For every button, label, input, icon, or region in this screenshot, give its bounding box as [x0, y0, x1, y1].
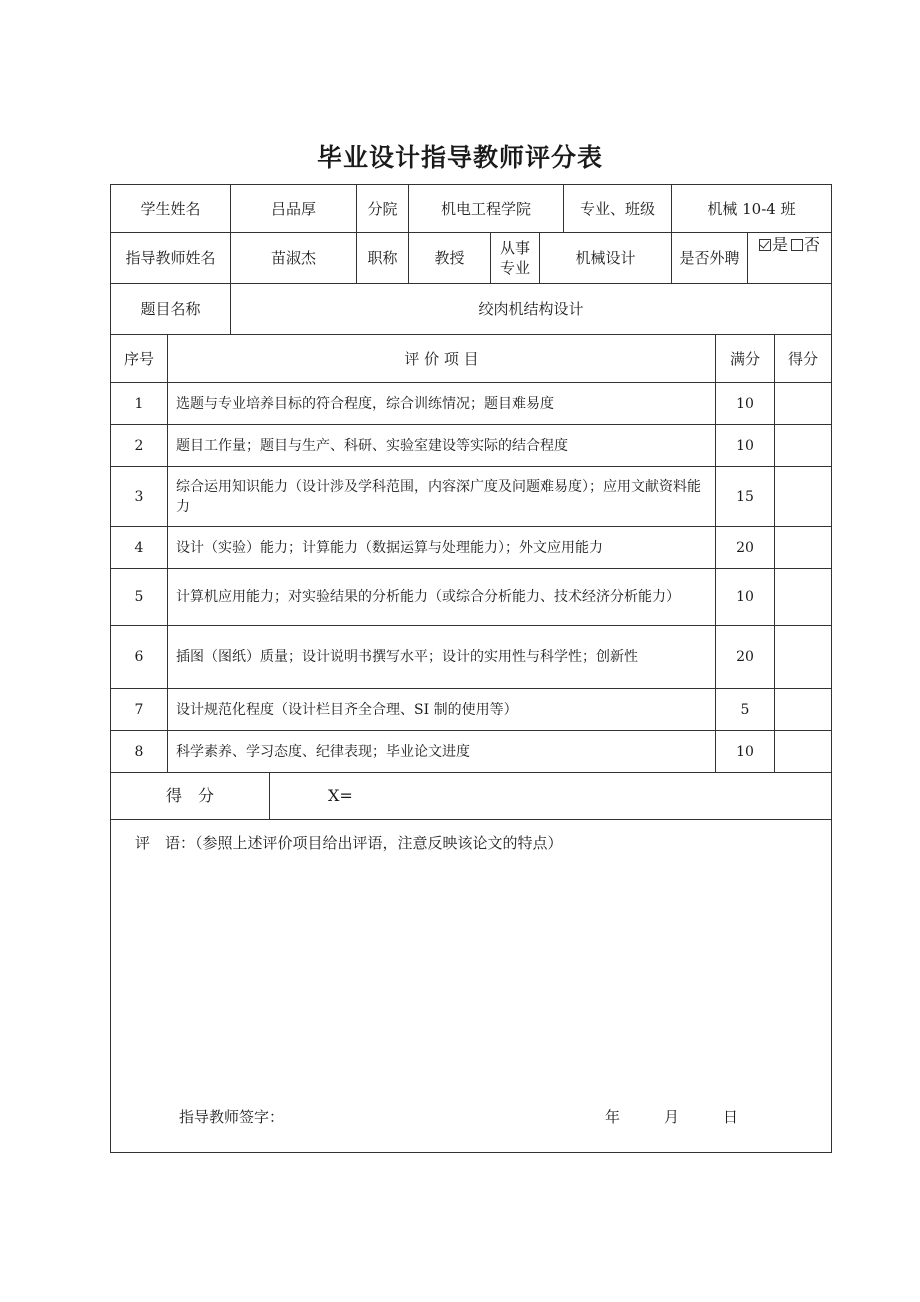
criterion-score-input[interactable]	[775, 569, 831, 625]
topic-value[interactable]: 绞肉机结构设计	[478, 300, 584, 318]
criterion-full-score: 10	[736, 437, 754, 454]
field-label-line2: 专业	[499, 259, 530, 277]
form-title: 毕业设计指导教师评分表	[316, 143, 603, 172]
criterion-text: 设计规范化程度（设计栏目齐全合理、SI 制的使用等）	[176, 701, 518, 718]
criterion-score-input[interactable]	[775, 425, 831, 466]
criterion-text: 综合运用知识能力（设计涉及学科范围，内容深广度及问题难易度）；应用文献资料能力	[176, 478, 701, 515]
criterion-no: 1	[134, 395, 144, 412]
eval-items-header: 评 价 项 目	[404, 349, 479, 368]
job-title-value[interactable]: 教授	[434, 249, 465, 267]
criterion-score-input[interactable]	[775, 467, 831, 526]
criterion-score-input[interactable]	[775, 689, 831, 730]
external-hire-options	[748, 233, 831, 257]
criterion-text: 设计（实验）能力；计算能力（数据运算与处理能力）；外文应用能力	[176, 539, 603, 556]
criterion-text: 计算机应用能力；对实验结果的分析能力（或综合分析能力、技术经济分析能力）	[176, 589, 680, 605]
criterion-no: 6	[134, 649, 144, 665]
date-year-label: 年	[605, 1108, 621, 1126]
major-class-value[interactable]: 机械 10-4 班	[707, 199, 796, 218]
external-no-checkbox[interactable]	[791, 239, 803, 251]
criterion-full-score: 10	[736, 589, 754, 605]
criterion-text: 题目工作量；题目与生产、科研、实验室建设等实际的结合程度	[176, 437, 568, 454]
criterion-text: 插图（图纸）质量；设计说明书撰写水平；设计的实用性与科学性；创新性	[176, 649, 638, 665]
field-label-line1: 从事	[499, 239, 530, 257]
criterion-full-score: 15	[736, 488, 754, 505]
total-value[interactable]: X=	[328, 786, 353, 805]
criterion-no: 2	[134, 437, 144, 454]
total-label: 得 分	[165, 786, 214, 805]
score-header: 得分	[787, 349, 818, 368]
criterion-score-input[interactable]	[775, 626, 831, 688]
major-class-label: 专业、班级	[579, 199, 655, 218]
date-month-label: 月	[664, 1108, 680, 1126]
advisor-name-label: 指导教师姓名	[125, 249, 216, 267]
full-score-header: 满分	[729, 349, 760, 368]
criterion-full-score: 5	[740, 701, 750, 718]
criterion-score-input[interactable]	[775, 383, 831, 424]
seq-header: 序号	[123, 349, 154, 368]
criterion-no: 4	[134, 539, 144, 556]
criterion-full-score: 20	[736, 649, 754, 665]
criterion-score-input[interactable]	[775, 527, 831, 568]
external-no-label: 否	[804, 235, 821, 254]
advisor-name-value[interactable]: 苗淑杰	[270, 249, 316, 267]
external-yes-label: 是	[771, 235, 788, 254]
date-day-label: 日	[723, 1108, 739, 1126]
college-label: 分院	[367, 199, 398, 218]
grading-form	[110, 184, 832, 1153]
criterion-full-score: 10	[736, 743, 754, 760]
criterion-full-score: 20	[736, 539, 754, 556]
student-name-value[interactable]: 吕品厚	[270, 199, 316, 218]
field-label	[491, 233, 539, 283]
criterion-no: 7	[134, 701, 144, 718]
criterion-text: 科学素养、学习态度、纪律表现；毕业论文进度	[176, 743, 470, 760]
criterion-no: 8	[134, 743, 144, 760]
criterion-full-score: 10	[736, 395, 754, 412]
college-value[interactable]: 机电工程学院	[440, 199, 531, 218]
advisor-signature-label: 指导教师签字：	[179, 1108, 285, 1126]
criterion-no: 3	[134, 488, 144, 505]
external-yes-checkbox[interactable]	[759, 239, 771, 251]
comment-label: 评 语：（参照上述评价项目给出评语，注意反映该论文的特点）	[135, 834, 563, 852]
job-title-label: 职称	[367, 249, 398, 267]
topic-label: 题目名称	[140, 300, 201, 318]
criterion-no: 5	[134, 589, 144, 605]
comment-section[interactable]	[111, 820, 831, 1152]
field-value[interactable]: 机械设计	[575, 249, 636, 267]
external-hire-label: 是否外聘	[679, 249, 740, 267]
criterion-text: 选题与专业培养目标的符合程度，综合训练情况；题目难易度	[176, 395, 554, 412]
student-name-label: 学生姓名	[140, 199, 201, 218]
criterion-score-input[interactable]	[775, 731, 831, 772]
